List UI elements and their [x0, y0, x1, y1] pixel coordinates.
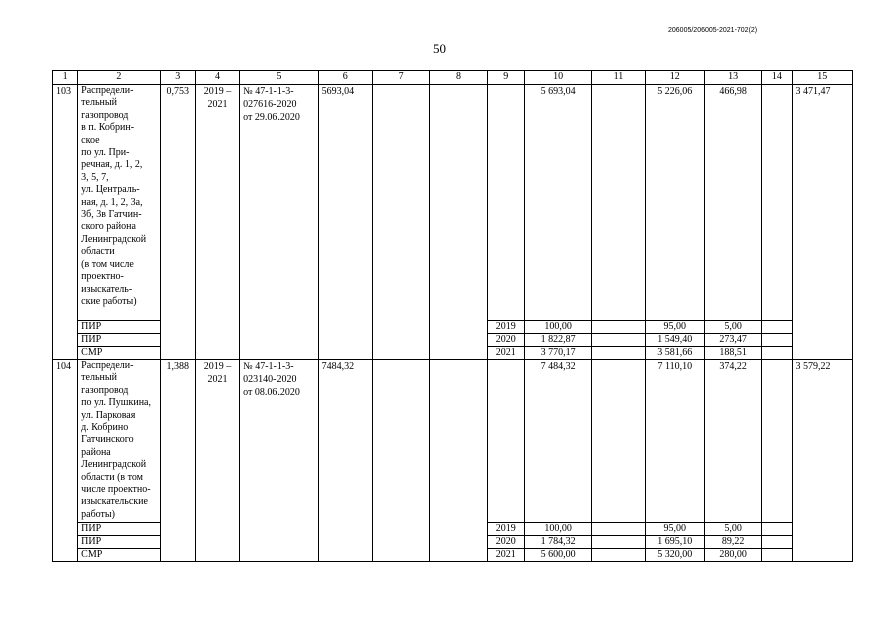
- year-cell: 2019: [487, 523, 524, 536]
- amount-cell: 95,00: [645, 523, 704, 536]
- total-cell: 100,00: [524, 321, 591, 334]
- amount-cell: 89,22: [704, 536, 761, 549]
- empty-cell: [430, 360, 487, 562]
- permit-cell: № 47-1-1-3- 023140-2020 от 08.06.2020: [240, 360, 318, 562]
- object-name: Распредели- тельный газопровод по ул. Пушкина, ул. Парковая д. Кобрино Гатчинского района Ленинградской области (в том числе проектно- изыскательские работы): [78, 360, 161, 523]
- length-cell: 0,753: [160, 85, 195, 360]
- amount-cell: 1 549,40: [645, 334, 704, 347]
- work-type: СМР: [78, 549, 161, 562]
- empty-cell: [592, 321, 645, 334]
- year-cell: 2020: [487, 334, 524, 347]
- empty-cell: [592, 347, 645, 360]
- table-row: [53, 360, 853, 523]
- column-header: 1: [53, 71, 78, 85]
- empty-cell: [592, 360, 645, 523]
- period-cell: 2019 – 2021: [195, 360, 239, 562]
- empty-cell: [592, 549, 645, 562]
- empty-cell: [372, 360, 429, 562]
- column-header: 5: [240, 71, 318, 85]
- empty-cell: [372, 85, 429, 360]
- total-cell: 7 484,32: [524, 360, 591, 523]
- amount-cell: 5,00: [704, 321, 761, 334]
- year-cell: [487, 360, 524, 523]
- cost-cell: 7484,32: [318, 360, 372, 562]
- column-header: 15: [792, 71, 853, 85]
- total-cell: 1 784,32: [524, 536, 591, 549]
- row-number: 104: [53, 360, 78, 562]
- year-cell: 2021: [487, 549, 524, 562]
- column-header: 8: [430, 71, 487, 85]
- empty-cell: [762, 536, 792, 549]
- empty-cell: [592, 523, 645, 536]
- work-type: ПИР: [78, 536, 161, 549]
- year-cell: [487, 85, 524, 321]
- empty-cell: [762, 549, 792, 562]
- empty-cell: [762, 523, 792, 536]
- amount-cell: 1 695,10: [645, 536, 704, 549]
- column-header: 11: [592, 71, 645, 85]
- column-header: 10: [524, 71, 591, 85]
- total-cell: 100,00: [524, 523, 591, 536]
- total-cell: 3 770,17: [524, 347, 591, 360]
- empty-cell: [762, 347, 792, 360]
- amount-cell: 3 581,66: [645, 347, 704, 360]
- column-header: 9: [487, 71, 524, 85]
- amount-cell: 273,47: [704, 334, 761, 347]
- amount-cell: 5 226,06: [645, 85, 704, 321]
- row-number: 103: [53, 85, 78, 360]
- total-cell: 5 600,00: [524, 549, 591, 562]
- amount-cell: 95,00: [645, 321, 704, 334]
- column-header: 2: [78, 71, 161, 85]
- year-cell: 2019: [487, 321, 524, 334]
- amount-cell: 188,51: [704, 347, 761, 360]
- amount-cell: 466,98: [704, 85, 761, 321]
- empty-cell: [762, 334, 792, 347]
- work-type: СМР: [78, 347, 161, 360]
- column-header: 12: [645, 71, 704, 85]
- column-number-row: [53, 71, 853, 85]
- work-type: ПИР: [78, 523, 161, 536]
- table-row: [53, 85, 853, 321]
- cost-cell: 5693,04: [318, 85, 372, 360]
- object-name: Распредели- тельный газопровод в п. Кобрин- ское по ул. При- речная, д. 1, 2, 3, 5, 7, ул. Централь- ная, д. 1, 2, 3а, 3б, 3в Гатчин- ского района Ленинградской области (в том числе проектно- изыскатель- ские работы): [78, 85, 161, 321]
- amount-cell: 280,00: [704, 549, 761, 562]
- empty-cell: [430, 85, 487, 360]
- empty-cell: [762, 360, 792, 523]
- year-cell: 2021: [487, 347, 524, 360]
- empty-cell: [762, 321, 792, 334]
- empty-cell: [762, 85, 792, 321]
- budget-table: [52, 70, 853, 562]
- amount-cell: 5 320,00: [645, 549, 704, 562]
- empty-cell: [592, 334, 645, 347]
- work-type: ПИР: [78, 334, 161, 347]
- total-cell: 1 822,87: [524, 334, 591, 347]
- document-id: 206005/206005-2021-702(2): [668, 27, 758, 34]
- year-cell: 2020: [487, 536, 524, 549]
- page-number: 50: [433, 41, 446, 56]
- column-header: 6: [318, 71, 372, 85]
- column-header: 14: [762, 71, 792, 85]
- total-cell: 5 693,04: [524, 85, 591, 321]
- column-header: 7: [372, 71, 429, 85]
- length-cell: 1,388: [160, 360, 195, 562]
- amount-cell: 374,22: [704, 360, 761, 523]
- column-header: 13: [704, 71, 761, 85]
- work-type: ПИР: [78, 321, 161, 334]
- amount-cell: 3 471,47: [792, 85, 853, 360]
- empty-cell: [592, 536, 645, 549]
- column-header: 4: [195, 71, 239, 85]
- permit-cell: № 47-1-1-3- 027616-2020 от 29.06.2020: [240, 85, 318, 360]
- amount-cell: 3 579,22: [792, 360, 853, 562]
- amount-cell: 7 110,10: [645, 360, 704, 523]
- column-header: 3: [160, 71, 195, 85]
- period-cell: 2019 – 2021: [195, 85, 239, 360]
- amount-cell: 5,00: [704, 523, 761, 536]
- empty-cell: [592, 85, 645, 321]
